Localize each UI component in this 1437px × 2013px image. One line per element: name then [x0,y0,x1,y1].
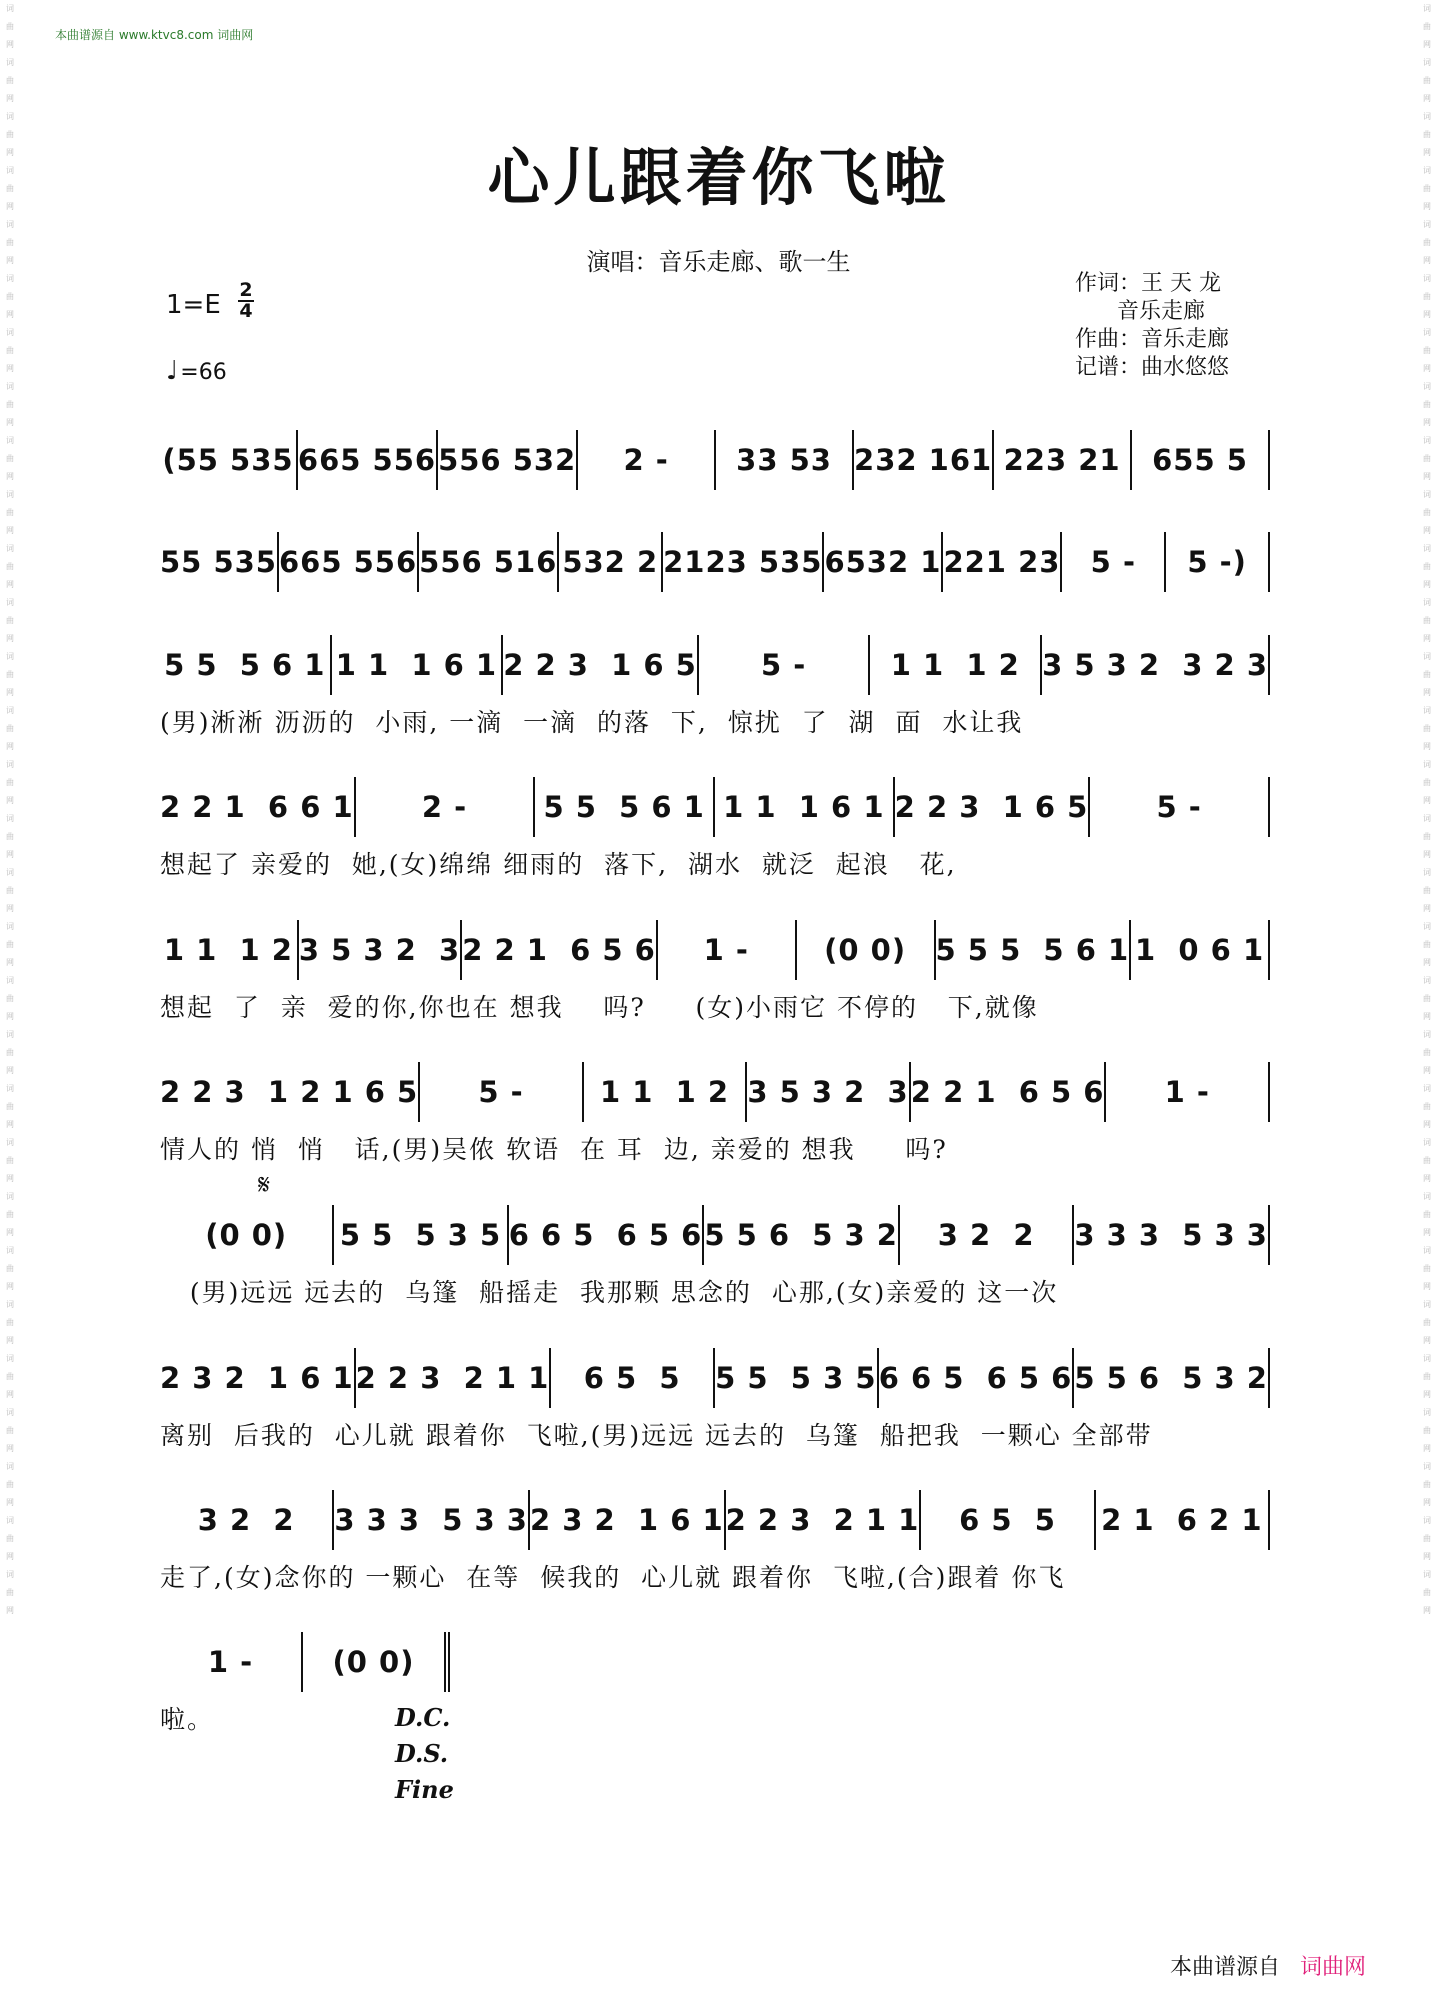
measure: 6 5 5 [921,1490,1095,1550]
lyrics-line: 想起了 亲爱的 她,(女)绵绵 细雨的 落下, 湖水 就泛 起浪 花, [160,850,957,879]
lyrics-line: 情人的 悄 悄 话,(男)吴侬 软语 在 耳 边, 亲爱的 想我 吗? [160,1135,948,1164]
measure: 5 5 5 5 6 1 [936,920,1132,980]
lyrics-line: 离别 后我的 心儿就 跟着你 飞啦,(男)远远 远去的 乌篷 船把我 一颗心 全部带 [160,1421,1153,1450]
score-system [160,532,1270,600]
measure: (0 0) [303,1632,450,1692]
melody-line [160,1348,1270,1408]
measure: 5 -) [1166,532,1270,592]
credit-composer: 作曲：音乐走廊 [1075,327,1230,352]
measure: 1 - [160,1632,303,1692]
segno-icon: 𝄋 [258,1168,271,1201]
mark-dc: D.C. [395,1703,451,1732]
melody-line [160,1490,1270,1550]
edge-watermark-right: 词曲网词曲网词曲网词曲网词曲网词曲网词曲网词曲网词曲网词曲网词曲网词曲网词曲网词曲网词曲网词曲网词曲网词曲网词曲网词曲网词曲网词曲网词曲网词曲网词曲网词曲网词曲网词曲网词曲网词曲网 [1423,4,1431,1615]
melody-line [160,777,1270,837]
measure: 1 1 1 6 1 [715,777,895,837]
key-signature: 1=E [166,290,221,320]
measure: 2123 535 [663,532,824,592]
melody-line [160,532,1270,592]
footer-source [1170,1950,1366,1981]
measure: 5 - [699,635,871,695]
measure: 665 556 [279,532,419,592]
score-system [160,635,1270,739]
measure: 3 2 2 [160,1490,334,1550]
measure: (0 0) [160,1205,334,1265]
repeat-marks [395,1700,454,1808]
measure: 3 5 3 2 3 [299,920,462,980]
melody-line [160,1205,1270,1265]
measure: 5 5 5 6 1 [535,777,715,837]
measure: 5 5 6 5 3 2 [1074,1348,1270,1408]
lyrics-line: 走了,(女)念你的 一颗心 在等 候我的 心儿就 跟着你 飞啦,(合)跟着 你飞 [160,1563,1066,1592]
measure: 5 - [1090,777,1270,837]
measure: 1 - [1106,1062,1270,1122]
time-signature [238,281,254,321]
source-line[interactable]: 本曲谱源自 www.ktvc8.com 词曲网 [55,28,254,42]
mark-fine: Fine [395,1775,454,1804]
melody-line [160,920,1270,980]
measure: 556 516 [419,532,559,592]
score-system [160,1490,1270,1594]
measure: 55 535 [160,532,279,592]
measure: 221 23 [943,532,1062,592]
measure: 5 - [420,1062,584,1122]
measure: 5 5 5 3 5 [715,1348,879,1408]
measure: 2 2 1 6 5 6 [911,1062,1107,1122]
measure: 6 5 5 [551,1348,715,1408]
credit-lyricist: 作词：王 天 龙 [1075,271,1221,296]
score-system [160,430,1270,498]
score-system [160,777,1270,881]
score-system [160,1062,1270,1166]
measure: 33 53 [716,430,854,490]
footer-site-link[interactable]: 词曲网 [1300,1955,1367,1980]
measure: 223 21 [994,430,1132,490]
measure: 2 2 1 6 6 1 [160,777,356,837]
measure: 1 - [658,920,797,980]
time-signature-top: 2 [239,279,253,301]
measure: 5 5 5 6 1 [160,635,332,695]
measure: 6 6 5 6 5 6 [879,1348,1075,1408]
measure: 2 3 2 1 6 1 [160,1348,356,1408]
measure: 6 6 5 6 5 6 [509,1205,705,1265]
lyrics-line: 想起 了 亲 爱的你,你也在 想我 吗? (女)小雨它 不停的 下,就像 [160,993,1039,1022]
measure: 1 1 1 2 [870,635,1042,695]
tempo-value: =66 [180,360,227,385]
credits [1075,270,1229,382]
measure: 232 161 [854,430,994,490]
measure: (55 535 [160,430,298,490]
lyrics-line: (男)远远 远去的 乌篷 船摇走 我那颗 思念的 心那,(女)亲爱的 这一次 [160,1278,1059,1307]
score-system [160,1348,1270,1452]
measure: 1 1 1 6 1 [332,635,504,695]
measure: 1 0 6 1 [1131,920,1270,980]
lyrics-line: 啦。 [160,1705,215,1734]
credit-lyricist-2: 音乐走廊 [1075,299,1205,324]
measure: 2 2 3 1 2 1 6 5 [160,1062,420,1122]
measure: 5 - [1062,532,1166,592]
measure: 3 3 3 5 3 3 [1074,1205,1270,1265]
measure: 3 5 3 2 3 2 3 [1042,635,1270,695]
melody-line [160,635,1270,695]
measure: 2 2 3 2 1 1 [726,1490,922,1550]
measure: 655 5 [1132,430,1270,490]
edge-watermark-left: 词曲网词曲网词曲网词曲网词曲网词曲网词曲网词曲网词曲网词曲网词曲网词曲网词曲网词曲网词曲网词曲网词曲网词曲网词曲网词曲网词曲网词曲网词曲网词曲网词曲网词曲网词曲网词曲网词曲网词曲网 [6,4,14,1615]
footer-source-text: 本曲谱源自 [1170,1955,1281,1980]
measure: 665 556 [298,430,438,490]
melody-line [160,1062,1270,1122]
measure: (0 0) [797,920,936,980]
credit-transcriber: 记谱：曲水悠悠 [1075,355,1230,380]
measure: 6532 1 [824,532,943,592]
measure: 556 532 [438,430,578,490]
measure: 2 - [578,430,716,490]
time-signature-bottom: 4 [239,300,253,322]
measure: 2 1 6 2 1 [1096,1490,1270,1550]
measure: 2 2 3 1 6 5 [895,777,1091,837]
measure: 2 2 1 6 5 6 [462,920,658,980]
measure: 5 5 5 3 5 [334,1205,508,1265]
measure: 3 5 3 2 3 [747,1062,911,1122]
singer-line: 演唱：音乐走廊、歌一生 [586,248,851,276]
measure: 5 5 6 5 3 2 [704,1205,900,1265]
measure: 532 2 [559,532,663,592]
page-title: 心儿跟着你飞啦 [487,141,950,214]
tempo-marking [166,356,227,386]
mark-ds: D.S. [395,1739,449,1768]
melody-line [160,430,1270,490]
measure: 2 - [356,777,536,837]
measure: 1 1 1 2 [584,1062,748,1122]
measure: 2 2 3 1 6 5 [503,635,699,695]
quarter-note-icon: ♩ [166,356,179,386]
measure: 1 1 1 2 [160,920,299,980]
score-system [160,1205,1270,1309]
melody-line [160,1632,450,1692]
lyrics-line: (男)淅淅 沥沥的 小雨, 一滴 一滴 的落 下, 惊扰 了 湖 面 水让我 [160,708,1024,737]
measure: 3 3 3 5 3 3 [334,1490,530,1550]
measure: 2 3 2 1 6 1 [530,1490,726,1550]
measure: 2 2 3 2 1 1 [356,1348,552,1408]
measure: 3 2 2 [900,1205,1074,1265]
score-system [160,920,1270,1024]
